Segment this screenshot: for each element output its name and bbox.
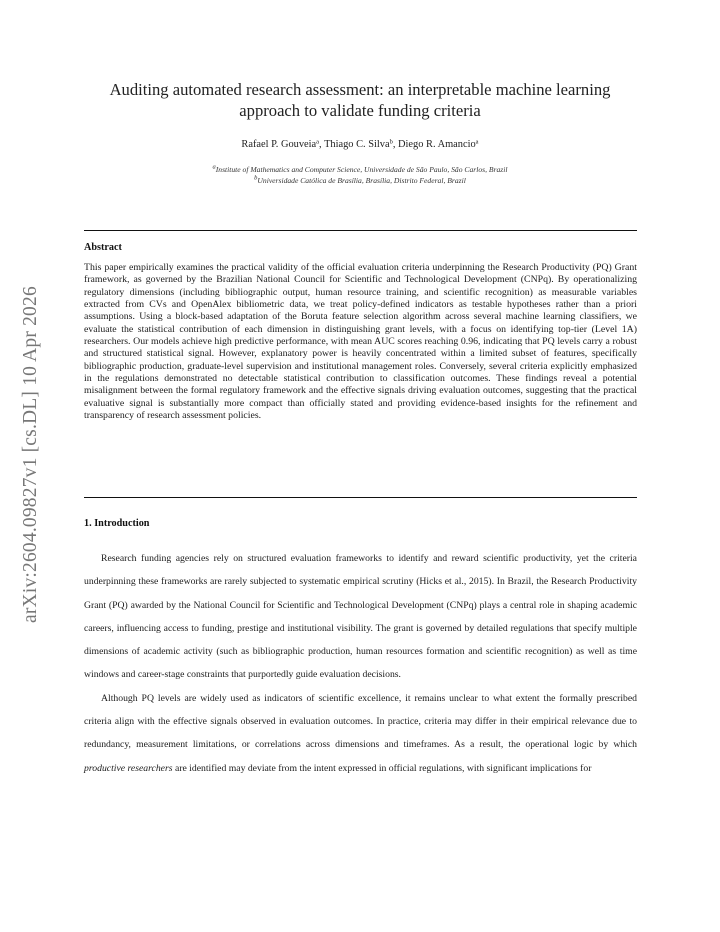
arxiv-identifier: arXiv:2604.09827v1 [cs.DL] 10 Apr 2026 (20, 286, 41, 623)
abstract-heading: Abstract (84, 242, 122, 253)
abstract-top-rule (84, 230, 637, 231)
affiliation-mark: b (389, 138, 393, 146)
abstract-text: This paper empirically examines the practical validity of the official evaluation criteria underpinning the Research Productivity (PQ) Grant framework, as governed by the Brazilian National Council for Scientific and Technological Development (CNPq). By operationalizing regulatory dimensions (including bibliographic output, human resource training, and scientific recognition) as measurable variables extracted from CVs and OpenAlex bibliometric data, we treat policy-defined indicators as testable hypotheses rather than a priori assumptions. Using a block-based adaptation of the Boruta feature selection algorithm across several machine learning classifiers, we evaluate the statistical contribution of each dimension in distinguishing grant levels, with a focus on identifying top-tier (Level 1A) researchers. Our models achieve high predictive performance, with mean AUC scores reaching 0.96, indicating that PQ levels carry a robust and structured statistical signal. However, explanatory power is heavily concentrated within a limited subset of features, specifically bibliographic production, graduate-level supervision and institutional management roles. Conversely, several criteria explicitly emphasized in the regulations demonstrated no detectable statistical contribution to classification outcomes. These findings reveal a potential misalignment between the formal regulatory framework and the effective signals driving evaluation outcomes, suggesting that the practical evaluative signal is substantially more compact than officially stated and providing evidence-based insights for the refinement and transparency of research assessment policies. (84, 262, 637, 422)
section-heading: 1. Introduction (84, 518, 150, 529)
introduction-body (84, 547, 637, 780)
paper-title: Auditing automated research assessment: an interpretable machine learning approach to validate funding criteria (109, 80, 611, 120)
author-name: Thiago C. Silva (324, 139, 390, 150)
paragraph (84, 687, 637, 780)
affiliation-mark: b (254, 174, 258, 181)
paragraph: Research funding agencies rely on structured evaluation frameworks to identify and reward scientific productivity, yet the criteria underpinning these frameworks are rarely subjected to systematic empirical scrutiny (Hicks et al., 2015). In Brazil, the Research Productivity Grant (PQ) awarded by the National Council for Scientific and Technological Development (CNPq) plays a central role in shaping academic careers, influencing access to funding, prestige and institutional visibility. The grant is governed by detailed regulations that specify multiple dimensions of academic activity (such as bibliographic production, human resources formation and scientific recognition) as well as time windows and career-stage constraints that purportedly guide evaluation decisions. (84, 553, 637, 681)
emphasis-text: productive researchers (84, 762, 173, 774)
affiliation-line (84, 176, 636, 187)
author-name: Rafael P. Gouveia (241, 139, 317, 150)
affiliation-mark: a (316, 138, 320, 146)
affiliation-mark: a (475, 138, 479, 146)
affiliations (84, 165, 636, 186)
author-list: Rafael P. Gouveia$^a$, Thiago C. Silva$^b$, Diego R. Amancio$^a$ (241, 138, 479, 150)
affiliation-mark: a (212, 163, 216, 171)
paragraph-text: are identified may deviate from the intent expressed in official regulations, with significant implications for (172, 762, 592, 774)
affiliation-text: Institute of Mathematics and Computer Science, Universidade de São Paulo, São Carlos, Brazil (215, 165, 508, 174)
author-name: Diego R. Amancio (398, 139, 476, 150)
paragraph-text: Although PQ levels are widely used as indicators of scientific excellence, it remains unclear to what extent the formally prescribed criteria align with the effective signals observed in evaluation outcomes. In practice, criteria may differ in their empirical relevance due to redundancy, measurement limitations, or correlations across dimensions and timeframes. As a result, the operational logic by which (84, 692, 637, 751)
affiliation-line (84, 165, 636, 176)
abstract-bottom-rule (84, 497, 637, 498)
affiliation-text: Universidade Católica de Brasília, Brasília, Distrito Federal, Brazil (257, 175, 466, 185)
